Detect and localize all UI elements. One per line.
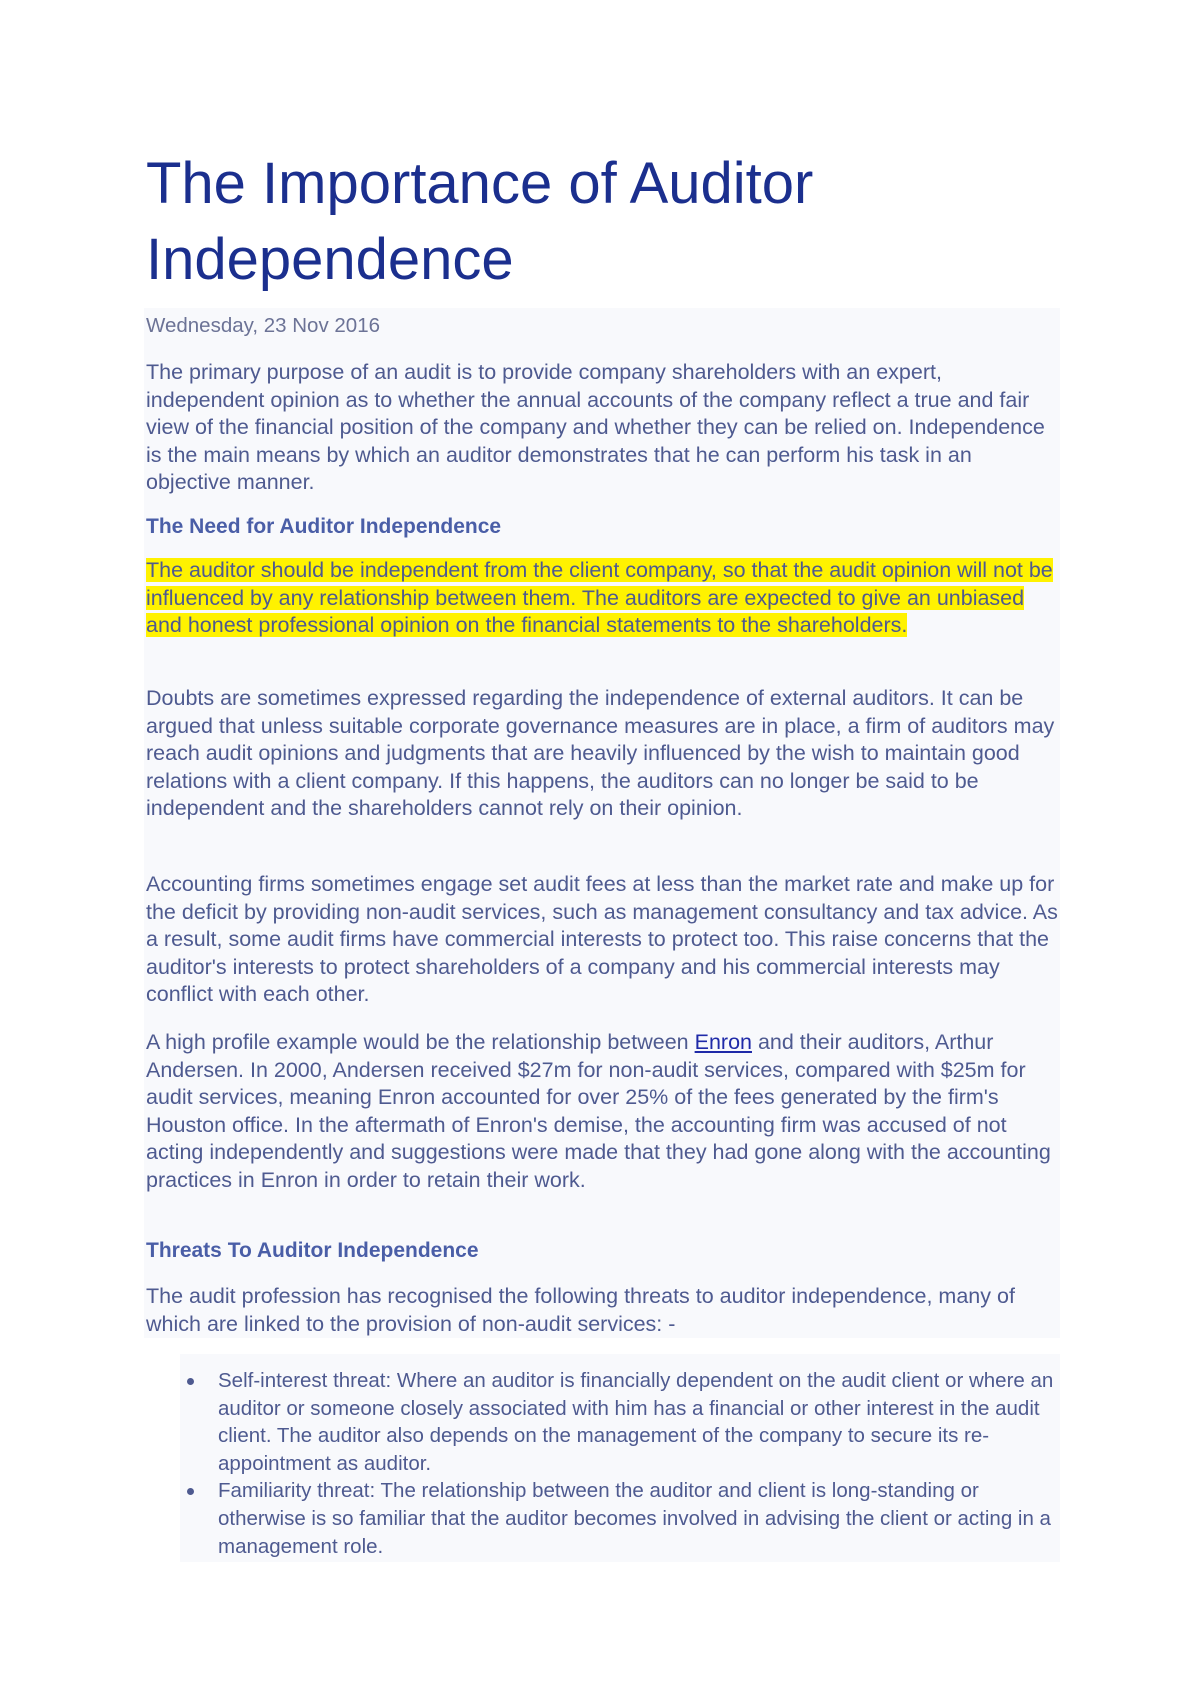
- enron-paragraph: [146, 1029, 1062, 1195]
- intro-paragraph: The primary purpose of an audit is to provide company shareholders with an expert, independent opinion as to whether the annual accounts of the company reflect a true and fair view of the financial position of the company and whether they can be relied on. Independence is the main means by which an auditor demonstrates that he can perform his task in an objective manner.: [146, 360, 1045, 495]
- threat-text: Self-interest threat: Where an auditor is financially dependent on the audit client or where an auditor or someone closely associated with him has a financial or other interest in the audit client. The auditor also depends on the management of the company to secure its re-appointment as auditor.: [218, 1369, 1054, 1475]
- page-title: [146, 146, 1066, 298]
- threats-intro-paragraph: The audit profession has recognised the following threats to auditor independence, many of which are linked to the provision of non-audit services: -: [146, 1284, 1015, 1336]
- highlighted-paragraph: [146, 557, 1062, 640]
- page-title-line-1: The Importance of Auditor: [146, 151, 814, 216]
- doubts-paragraph: Doubts are sometimes expressed regarding the independence of external auditors. It can be argued that unless suitable corporate governance measures are in place, a firm of auditors may reach audit opinions and judgments that are heavily influenced by the wish to maintain good relations with a client company. If this happens, the auditors can no longer be said to be independent and the shareholders cannot rely on their opinion.: [146, 686, 1055, 821]
- list-item: [180, 1477, 1060, 1560]
- enron-paragraph-start: A high profile example would be the relationship between: [146, 1030, 695, 1054]
- enron-paragraph-end: and their auditors, Arthur Andersen. In 2000, Andersen received $27m for non-audit services, compared with $25m for audit services, meaning Enron accounted for over 25% of the fees generated by the firm's Houston office. In the aftermath of Enron's demise, the accounting firm was accused of not acting independently and suggestions were made that they had gone along with the accounting practices in Enron in order to retain their work.: [146, 1030, 1051, 1192]
- fees-paragraph: Accounting firms sometimes engage set audit fees at less than the market rate and make up for the deficit by providing non-audit services, such as management consultancy and tax advice. As a result, some audit firms have commercial interests to protect too. This raise concerns that the auditor's interests to protect shareholders of a company and his commercial interests may conflict with each other.: [146, 872, 1058, 1007]
- enron-link[interactable]: Enron: [694, 1030, 752, 1054]
- threats-list: [180, 1367, 1060, 1560]
- section-heading-need: The Need for Auditor Independence: [146, 515, 502, 538]
- publish-date: Wednesday, 23 Nov 2016: [146, 314, 381, 337]
- section-heading-threats: Threats To Auditor Independence: [146, 1239, 479, 1262]
- page-title-line-2: Independence: [146, 227, 514, 292]
- list-item: [180, 1367, 1060, 1477]
- threat-text: Familiarity threat: The relationship between the auditor and client is long-standing or otherwise is so familiar that the auditor becomes involved in advising the client or acting in a management role.: [218, 1479, 1051, 1558]
- bullet-dot-icon: [187, 1488, 194, 1495]
- highlighted-text: The auditor should be independent from the client company, so that the audit opinion will not be influenced by any relationship between them. The auditors are expected to give an unbiased and honest professional opinion on the financial statements to the shareholders.: [146, 558, 1053, 638]
- bullet-dot-icon: [187, 1378, 194, 1385]
